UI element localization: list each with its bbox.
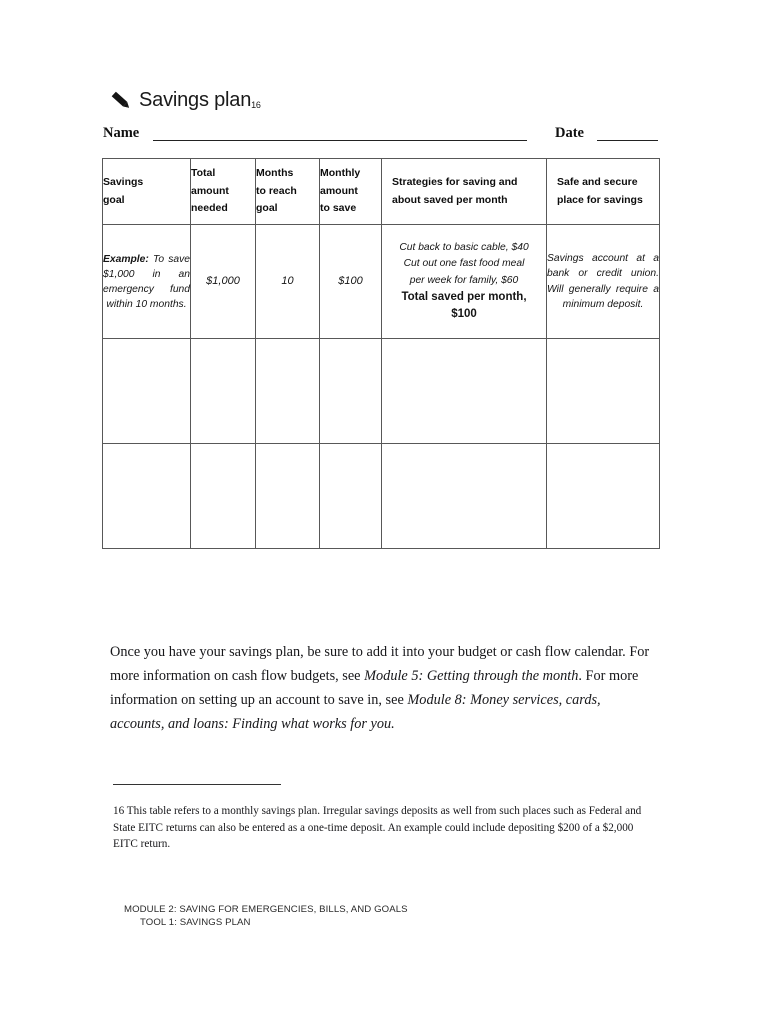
header-line: Total: [191, 167, 216, 180]
strategy-total-line-1: Total saved per month,: [401, 291, 527, 304]
cell-monthly-amount[interactable]: [320, 444, 382, 549]
paragraph-segment-2: . For more information on setting up an account to save in, see: [110, 668, 639, 708]
date-label: Date: [555, 125, 584, 141]
header-line: place for savings: [557, 193, 643, 206]
header-line: Strategies for saving and: [392, 176, 518, 188]
example-goal-text: To save $1,000 in an emergency fund within 10 months.: [103, 253, 190, 310]
table-row-example: [103, 225, 660, 339]
page-title-row: [110, 84, 261, 114]
paragraph-segment-1: Once you have your savings plan, be sure to add it into your budget or cash flow calendar. For more information on cash flow budgets, see: [110, 644, 650, 684]
table-row: [103, 444, 660, 549]
footnote-separator: [113, 784, 281, 785]
cell-example-months: 10: [256, 225, 320, 339]
name-input[interactable]: [153, 140, 527, 141]
cell-example-monthly-amount: $100: [320, 225, 382, 339]
footer-line-module: MODULE 2: SAVING FOR EMERGENCIES, BILLS, AND GOALS: [124, 904, 408, 915]
strategy-total-line-2: $100: [451, 308, 477, 321]
strategy-line-3: per week for family, $60: [409, 274, 519, 286]
page-title-footnote-marker: 16: [251, 100, 261, 110]
page-title-text: Savings plan: [139, 89, 252, 111]
header-line: goal: [103, 193, 125, 206]
name-label: Name: [103, 125, 140, 141]
savings-plan-table: [102, 158, 660, 549]
example-label: Example:: [103, 253, 149, 265]
footnote-marker: 16: [113, 805, 125, 817]
column-header-safe-place: [547, 159, 660, 225]
pencil-icon: [110, 90, 134, 112]
table-row: [103, 339, 660, 444]
header-line: Monthly: [320, 167, 361, 180]
column-header-total-amount-needed: [191, 159, 256, 225]
footnote-text: This table refers to a monthly savings plan. Irregular savings deposits as well from such places such as Federal and State EITC returns can also be entered as a one-time deposit. An example could include depositing $200 of a $2,000 EITC return.: [113, 805, 642, 850]
header-line: about saved per month: [392, 193, 508, 206]
table-header-row: [103, 159, 660, 225]
cell-monthly-amount[interactable]: [320, 339, 382, 444]
header-line: needed: [191, 202, 228, 215]
strategy-line-1: Cut back to basic cable, $40: [399, 241, 529, 253]
footnote: [113, 803, 653, 853]
cell-total-amount[interactable]: [191, 339, 256, 444]
page-footer: [124, 903, 408, 929]
cell-months[interactable]: [256, 444, 320, 549]
header-line: to save: [320, 202, 357, 215]
date-input[interactable]: [597, 140, 658, 141]
cell-example-goal: [103, 225, 191, 339]
column-header-savings-goal: [103, 159, 191, 225]
cell-example-place: Savings account at a bank or credit union. Will generally require a minimum deposit.: [547, 225, 660, 339]
page-title: [139, 89, 261, 114]
cell-goal[interactable]: [103, 339, 191, 444]
header-line: Savings: [103, 176, 144, 188]
cell-total-amount[interactable]: [191, 444, 256, 549]
savings-plan-table-wrapper: [102, 158, 659, 549]
header-line: amount: [320, 184, 358, 197]
column-header-strategies: [382, 159, 547, 225]
name-date-row: [103, 124, 658, 144]
paragraph-module5-reference: Module 5: Getting through the month: [364, 668, 579, 684]
column-header-monthly-amount-to-save: [320, 159, 382, 225]
footer-line-tool: TOOL 1: SAVINGS PLAN: [140, 917, 251, 928]
paragraph-module8-reference: Module 8: Money services, cards, accounts, and loans: Finding what works for you.: [110, 692, 601, 732]
cell-months[interactable]: [256, 339, 320, 444]
body-paragraph: [110, 640, 650, 736]
strategy-line-2: Cut out one fast food meal: [403, 258, 525, 270]
header-line: to reach: [256, 184, 297, 197]
header-line: amount: [191, 184, 229, 197]
cell-place[interactable]: [547, 339, 660, 444]
cell-strategies[interactable]: [382, 444, 547, 549]
header-line: Months: [256, 167, 294, 180]
header-line: goal: [256, 202, 278, 215]
cell-example-total-amount: $1,000: [191, 225, 256, 339]
cell-goal[interactable]: [103, 444, 191, 549]
cell-example-strategies: [382, 225, 547, 339]
column-header-months-to-reach-goal: [256, 159, 320, 225]
cell-strategies[interactable]: [382, 339, 547, 444]
cell-place[interactable]: [547, 444, 660, 549]
header-line: Safe and secure: [557, 176, 638, 188]
